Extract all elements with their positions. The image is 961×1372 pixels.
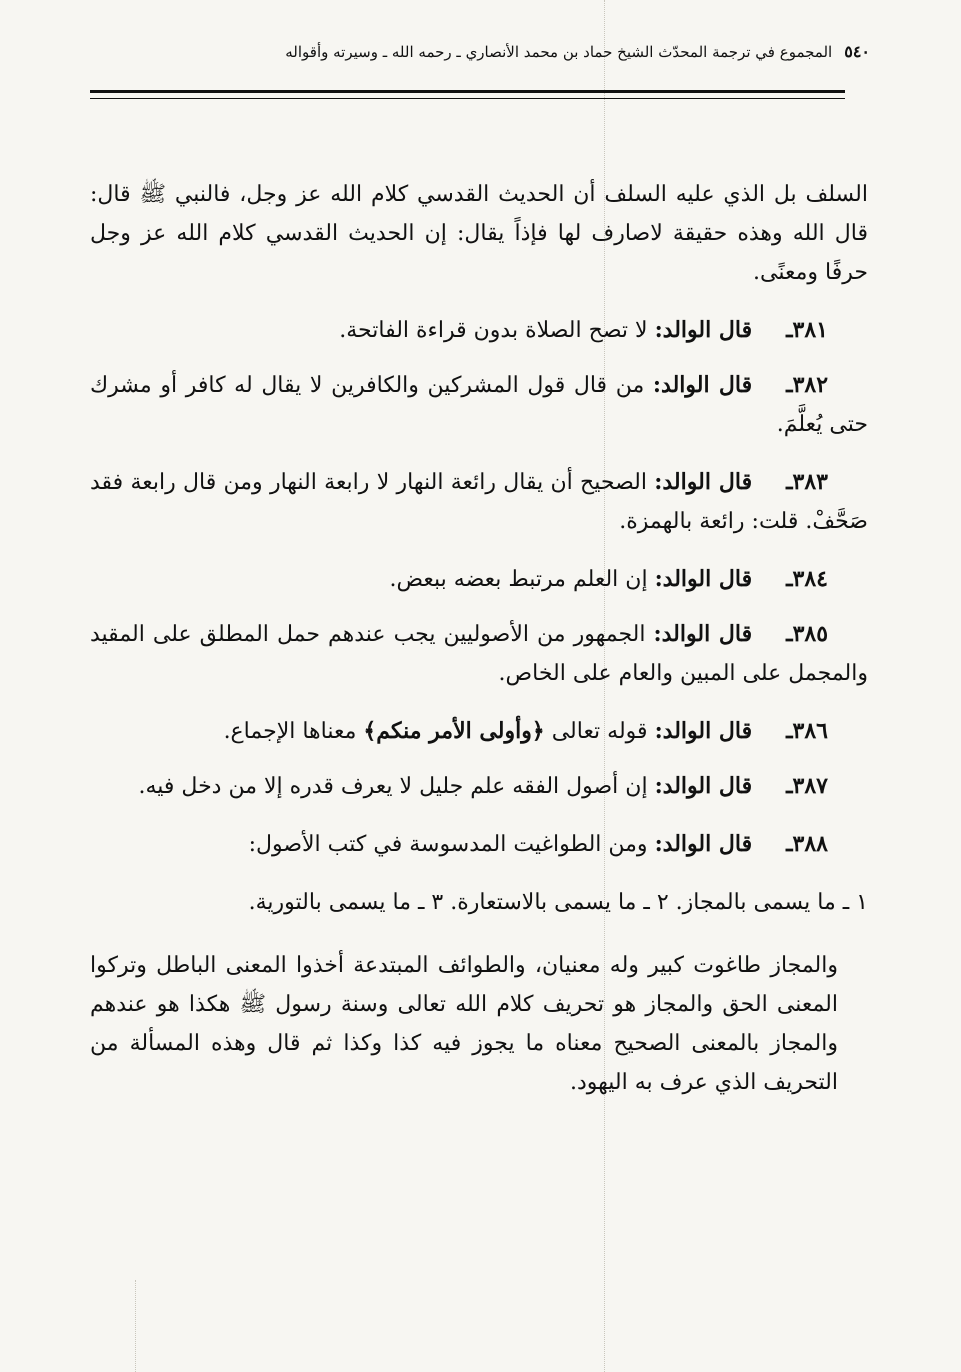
entry-speaker: قال الوالد:	[654, 831, 753, 857]
intro-paragraph: السلف بل الذي عليه السلف أن الحديث القدسي كلام الله عز وجل، فالنبي ﷺ قال: قال الله وهذه حقيقة لاصارف لها فإذاً يقال: إن الحديث القدسي كلام الله عز وجل حرفًا ومعنًى.	[90, 182, 868, 285]
entry-text: إن العلم مرتبط بعضه ببعض.	[389, 567, 648, 592]
entry-text: الصحيح أن يقال رائعة النهار لا رابعة النهار ومن قال رابعة فقد صَحَّفْ. قلت: رائعة بالهمزة.	[90, 470, 868, 534]
scan-fold-line	[135, 1280, 136, 1372]
page-number: ٥٤٠	[844, 42, 870, 61]
entry-388	[90, 825, 868, 864]
entry-text: لا تصح الصلاة بدون قراءة الفاتحة.	[339, 318, 648, 343]
entry-number: ٣٨٤ـ	[786, 566, 828, 592]
entry-text: قوله تعالى	[551, 719, 648, 744]
entry-text: الجمهور من الأصوليين يجب عندهم حمل المطلق على المقيد والمجمل على المبين والعام على الخاص.	[90, 622, 868, 686]
entry-number: ٣٨٦ـ	[786, 718, 828, 744]
entry-text: من قال قول المشركين والكافرين لا يقال له كافر أو مشرك حتى يُعلَّمَ.	[90, 373, 868, 437]
running-header	[180, 42, 870, 61]
quran-verse: ﴿وأولى الأمر منكم﴾	[363, 718, 545, 744]
entry-number: ٣٨٢ـ	[786, 372, 829, 398]
entry-speaker: قال الوالد:	[654, 469, 753, 495]
page-body	[90, 175, 868, 1121]
entry-number: ٣٨٣ـ	[786, 469, 828, 495]
entry-speaker: قال الوالد:	[654, 773, 753, 799]
closing-paragraph: والمجاز طاغوت كبير وله معنيان، والطوائف المبتدعة أخذوا المعنى الباطل وتركوا المعنى الحق والمجاز هو تحريف كلام الله تعالى وسنة رسول ﷺ هكذا هو عندهم والمجاز بالمعنى الصحيح معناه ما يجوز فيه كذا وكذا ثم قال وهذه المسألة من التحريف الذي عرف به اليهود.	[90, 953, 838, 1095]
entry-speaker: قال الوالد:	[652, 372, 753, 398]
entry-number: ٣٨٥ـ	[786, 621, 829, 647]
entry-speaker: قال الوالد:	[654, 566, 753, 592]
entry-382	[90, 366, 868, 444]
header-rule-thin	[90, 98, 845, 99]
entry-384	[90, 560, 868, 599]
entry-386	[90, 712, 868, 751]
entry-speaker: قال الوالد:	[654, 317, 753, 343]
entry-speaker: قال الوالد:	[653, 621, 753, 647]
entry-385	[90, 615, 868, 693]
entry-383	[90, 463, 868, 541]
enumerated-list: ١ ـ ما يسمى بالمجاز. ٢ ـ ما يسمى بالاستعارة. ٣ ـ ما يسمى بالتورية.	[248, 890, 868, 915]
entry-text: إن أصول الفقه علم جليل لا يعرف قدره إلا من دخل فيه.	[138, 774, 648, 799]
entry-381	[90, 311, 868, 350]
entry-number: ٣٨٧ـ	[786, 773, 828, 799]
entry-speaker: قال الوالد:	[654, 718, 753, 744]
entry-387	[90, 767, 868, 806]
running-title: المجموع في ترجمة المحدّث الشيخ حماد بن محمد الأنصاري ـ رحمه الله ـ وسيرته وأقواله	[285, 43, 833, 61]
entry-text: معناها الإجماع.	[223, 719, 357, 744]
entry-number: ٣٨١ـ	[786, 317, 828, 343]
header-rule-thick	[90, 90, 845, 93]
entry-number: ٣٨٨ـ	[786, 831, 828, 857]
entry-text: ومن الطواغيت المدسوسة في كتب الأصول:	[248, 832, 648, 857]
